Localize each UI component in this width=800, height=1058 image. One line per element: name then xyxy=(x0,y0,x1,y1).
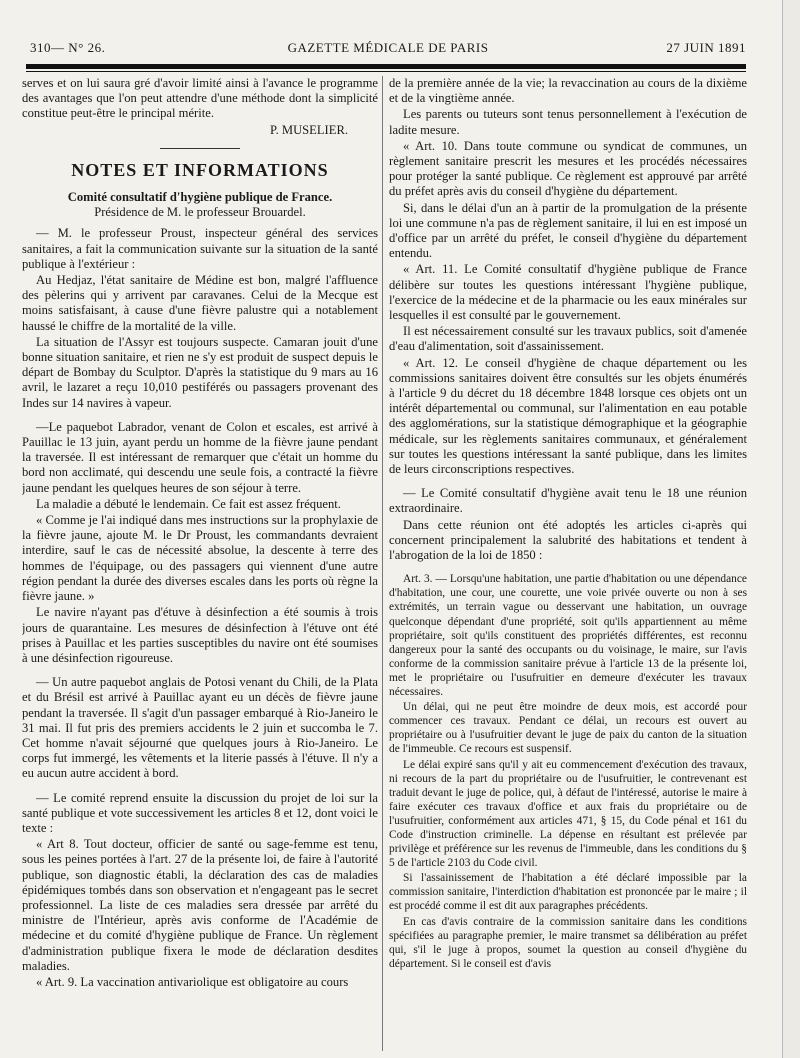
paragraph: — Le Comité consultatif d'hygiène avait tenu le 18 une réunion extraordinaire. xyxy=(389,486,747,516)
paragraph: En cas d'avis contraire de la commission sanitaire dans les conditions spécifiées au paragraphe premier, le maire transmet sa délibération au préfet qui, s'il le juge à propos, soumet la question au conseil d'hygiène du département. Si le conseil est d'avis xyxy=(389,915,747,970)
paragraph: Le délai expiré sans qu'il y ait eu commencement d'exécution des travaux, ni recours de la part du propriétaire ou de l'usufruitier, le contrevenant est traduit devant le juge de police, qui, à défaut de l'intéressé, autorise le maire à faire exécuter ces travaux d'office et aux frais du propriétaire ou de l'usufruitier, conformément aux articles 471, § 15, du Code pénal et 161 du Code d'instruction criminelle. La dépense en résultant est prélevée par privilège et préférence sur les revenus de l'immeuble, dans les conditions du § 5 de l'article 2103 du Code civil. xyxy=(389,758,747,870)
subheading: Comité consultatif d'hygiène publique de France. xyxy=(67,190,333,205)
header-rule-thick xyxy=(26,64,746,69)
paragraph: Au Hedjaz, l'état sanitaire de Médine est bon, malgré l'affluence des pèlerins qui y arrivent par caravanes. Celui de la Mecque est moins satisfaisant, à cause d'une fièvre palustre qui a notablement haussé le chiffre de la mortalité de la ville. xyxy=(22,273,378,333)
section-rule xyxy=(160,148,240,149)
paragraph: « Art 8. Tout docteur, officier de santé ou sage-femme est tenu, sous les peines portées à l'art. 27 de la présente loi, de faire à l'autorité publique, son diagnostic établi, la déclaration des cas de maladies épidémiques tombés dans son observation et n'engageant pas le secret professionnel. La liste de ces maladies sera dressée par arrêté du ministre de l'Intérieur, après avis conforme de l'Académie de médecine et du comité d'hygiène publique de France. Un règlement d'administration publique fixera le mode de déclaration desdites maladies. xyxy=(22,837,378,973)
paragraph: — Le comité reprend ensuite la discussion du projet de loi sur la santé publique et vote successivement les articles 8 et 12, dont voici le texte : xyxy=(22,790,378,835)
subheading-presidency: Présidence de M. le professeur Brouardel. xyxy=(94,205,306,220)
paragraph: Si, dans le délai d'un an à partir de la promulgation de la présente loi une commune n'a pas de règlement sanitaire, il lui en est imposé un d'office par un arrêté du préfet, le conseil d'hygiène du département entendu. xyxy=(389,200,747,261)
paragraph: « Comme je l'ai indiqué dans mes instructions sur la prophylaxie de la fièvre jaune, ajoute M. le Dr Proust, les commandants devraient interdire, sauf le cas de nécessité absolue, la descente à terre des hommes de l'équipage, ou des passagers qui viennent d'une autre région pendant la durée des diverses escales dans les ports où règne la fièvre jaune. » xyxy=(22,513,378,604)
paragraph: Dans cette réunion ont été adoptés les articles ci-après qui concernent principalement la salubrité des habitations et tendent à l'abrogation de la loi de 1850 : xyxy=(389,517,747,563)
paragraph: « Art. 9. La vaccination antivariolique est obligatoire au cours xyxy=(36,974,349,989)
left-column xyxy=(22,76,378,1051)
section-title: NOTES ET INFORMATIONS xyxy=(71,159,329,180)
paragraph: Art. 3. — Lorsqu'une habitation, une partie d'habitation ou une dépendance d'habitation, une cour, une courette, une voie privée ouverte ou non à ses extrémités, un terrain vague ou desservant une habitation, un ouvrage quelconque dépendant d'une propriété, soit qu'ils appartiennent au même propriétaire, soit qu'ils constituent des propriétés différentes, est reconnu dangereux pour la santé des occupants ou du voisinage, le maire, sur l'avis conforme de la commission sanitaire prévue à l'article 13 de la présente loi, met le propriétaire ou l'usufruitier en demeure d'exécuter les travaux nécessaires. xyxy=(389,573,747,699)
signature: P. MUSELIER. xyxy=(269,122,348,137)
column-divider xyxy=(382,76,383,1051)
paragraph: « Art. 12. Le conseil d'hygiène de chaque département ou les commissions sanitaires doivent être consultés sur les objets énumérés à l'article 9 du décret du 18 décembre 1848 lorsque ces objets ont un intérêt départemental ou communal, sur l'alimentation en eau potable des agglomérations, sur la statistique démographique et la géographie médicale, sur les règlements sanitaires communaux, et généralement sur toutes les questions intéressant la santé publique, dans les limites de leurs circonscriptions respectives. xyxy=(389,355,747,477)
paragraph: — M. le professeur Proust, inspecteur général des services sanitaires, a fait la communication suivante sur la situation de la santé publique à l'extérieur : xyxy=(22,226,378,271)
page-header xyxy=(30,40,746,60)
paragraph: —Le paquebot Labrador, venant de Colon et escales, est arrivé à Pauillac le 13 juin, ayant perdu un homme de la fièvre jaune pendant la traversée. Il est intéressant de remarquer que c'était un homme du bord non acclimaté, qui descendu une seule fois, a contracté la fièvre jaune pendant les quelques heures de son séjour à terre. xyxy=(22,419,378,495)
paragraph: de la première année de la vie; la revaccination au cours de la dixième et de la vingtième année. xyxy=(389,76,747,106)
paragraph: La maladie a débuté le lendemain. Ce fait est assez fréquent. xyxy=(36,496,341,511)
paragraph: serves et on lui saura gré d'avoir limité ainsi à l'avance le programme des avantages que l'on peut attendre d'une méthode dont la simplicité constitue peut-être le principal mérite. xyxy=(22,76,378,121)
paragraph: Le navire n'ayant pas d'étuve à désinfection a été soumis à trois jours de quarantaine. Les mesures de désinfection à l'étuve ont été prises à Pauillac et les parties susceptibles du navire ont été soumises à une désinfection rigoureuse. xyxy=(22,605,378,665)
paragraph: « Art. 11. Le Comité consultatif d'hygiène publique de France délibère sur toutes les questions intéressant l'hygiène publique, l'exercice de la médecine et de la pharmacie ou les eaux minérales sur lesquelles il est consulté par le gouvernement. xyxy=(389,262,747,323)
paragraph: « Art. 10. Dans toute commune ou syndicat de communes, un règlement sanitaire prescrit les mesures et les procédés nécessaires pour protéger la santé publique. Ce règlement est approuvé par arrêté du préfet après avis du conseil d'hygiène du département. xyxy=(389,138,747,199)
page-number: 310— N° 26. xyxy=(30,40,106,55)
paragraph: La situation de l'Assyr est toujours suspecte. Camaran jouit d'une bonne situation sanitaire, et rien ne s'y est produit de suspect depuis le départ de Bombay du Sculptor. D'après la statistique du 9 mars au 16 avril, le lazaret a reçu 10,010 pestiférés ou passagers provenant des Indes sur 14 navires à vapeur. xyxy=(22,334,378,410)
paragraph: — Un autre paquebot anglais de Potosi venant du Chili, de la Plata et du Brésil est arrivé à Pauillac ayant eu un décès de fièvre jaune pendant la traversée. Il s'agit d'un passager embarqué à Rio-Janeiro le 31 mai. Il fut pris des premiers accidents le 2 juin et succomba le 7. Cet homme n'avait séjourné que quelques jours à Rio-Janeiro. Le corps fut immergé, les vêtements et la literie passés à l'étuve. Il n'y a eu aucun autre accident à bord. xyxy=(22,675,378,781)
paragraph: Les parents ou tuteurs sont tenus personnellement à l'exécution de ladite mesure. xyxy=(389,107,747,137)
right-column xyxy=(389,76,747,1051)
page-edge xyxy=(782,0,800,1058)
paragraph: Il est nécessairement consulté sur les travaux publics, soit d'amenée d'eau d'alimentation, soit d'assainissement. xyxy=(389,324,747,354)
paragraph: Un délai, qui ne peut être moindre de deux mois, est accordé pour commencer ces travaux. Pendant ce délai, un recours est ouvert au propriétaire ou à l'usufruitier devant le juge de paix du canton de la situation de l'immeuble. Ce recours est suspensif. xyxy=(389,701,747,756)
issue-date: 27 JUIN 1891 xyxy=(666,40,746,55)
journal-title: GAZETTE MÉDICALE DE PARIS xyxy=(287,40,489,55)
header-rule-thin xyxy=(26,71,746,72)
paragraph: Si l'assainissement de l'habitation a été déclaré impossible par la commission sanitaire, l'interdiction d'habitation est prononcée par le maire ; il est procédé comme il est dit aux paragraphes précédents. xyxy=(389,872,747,913)
